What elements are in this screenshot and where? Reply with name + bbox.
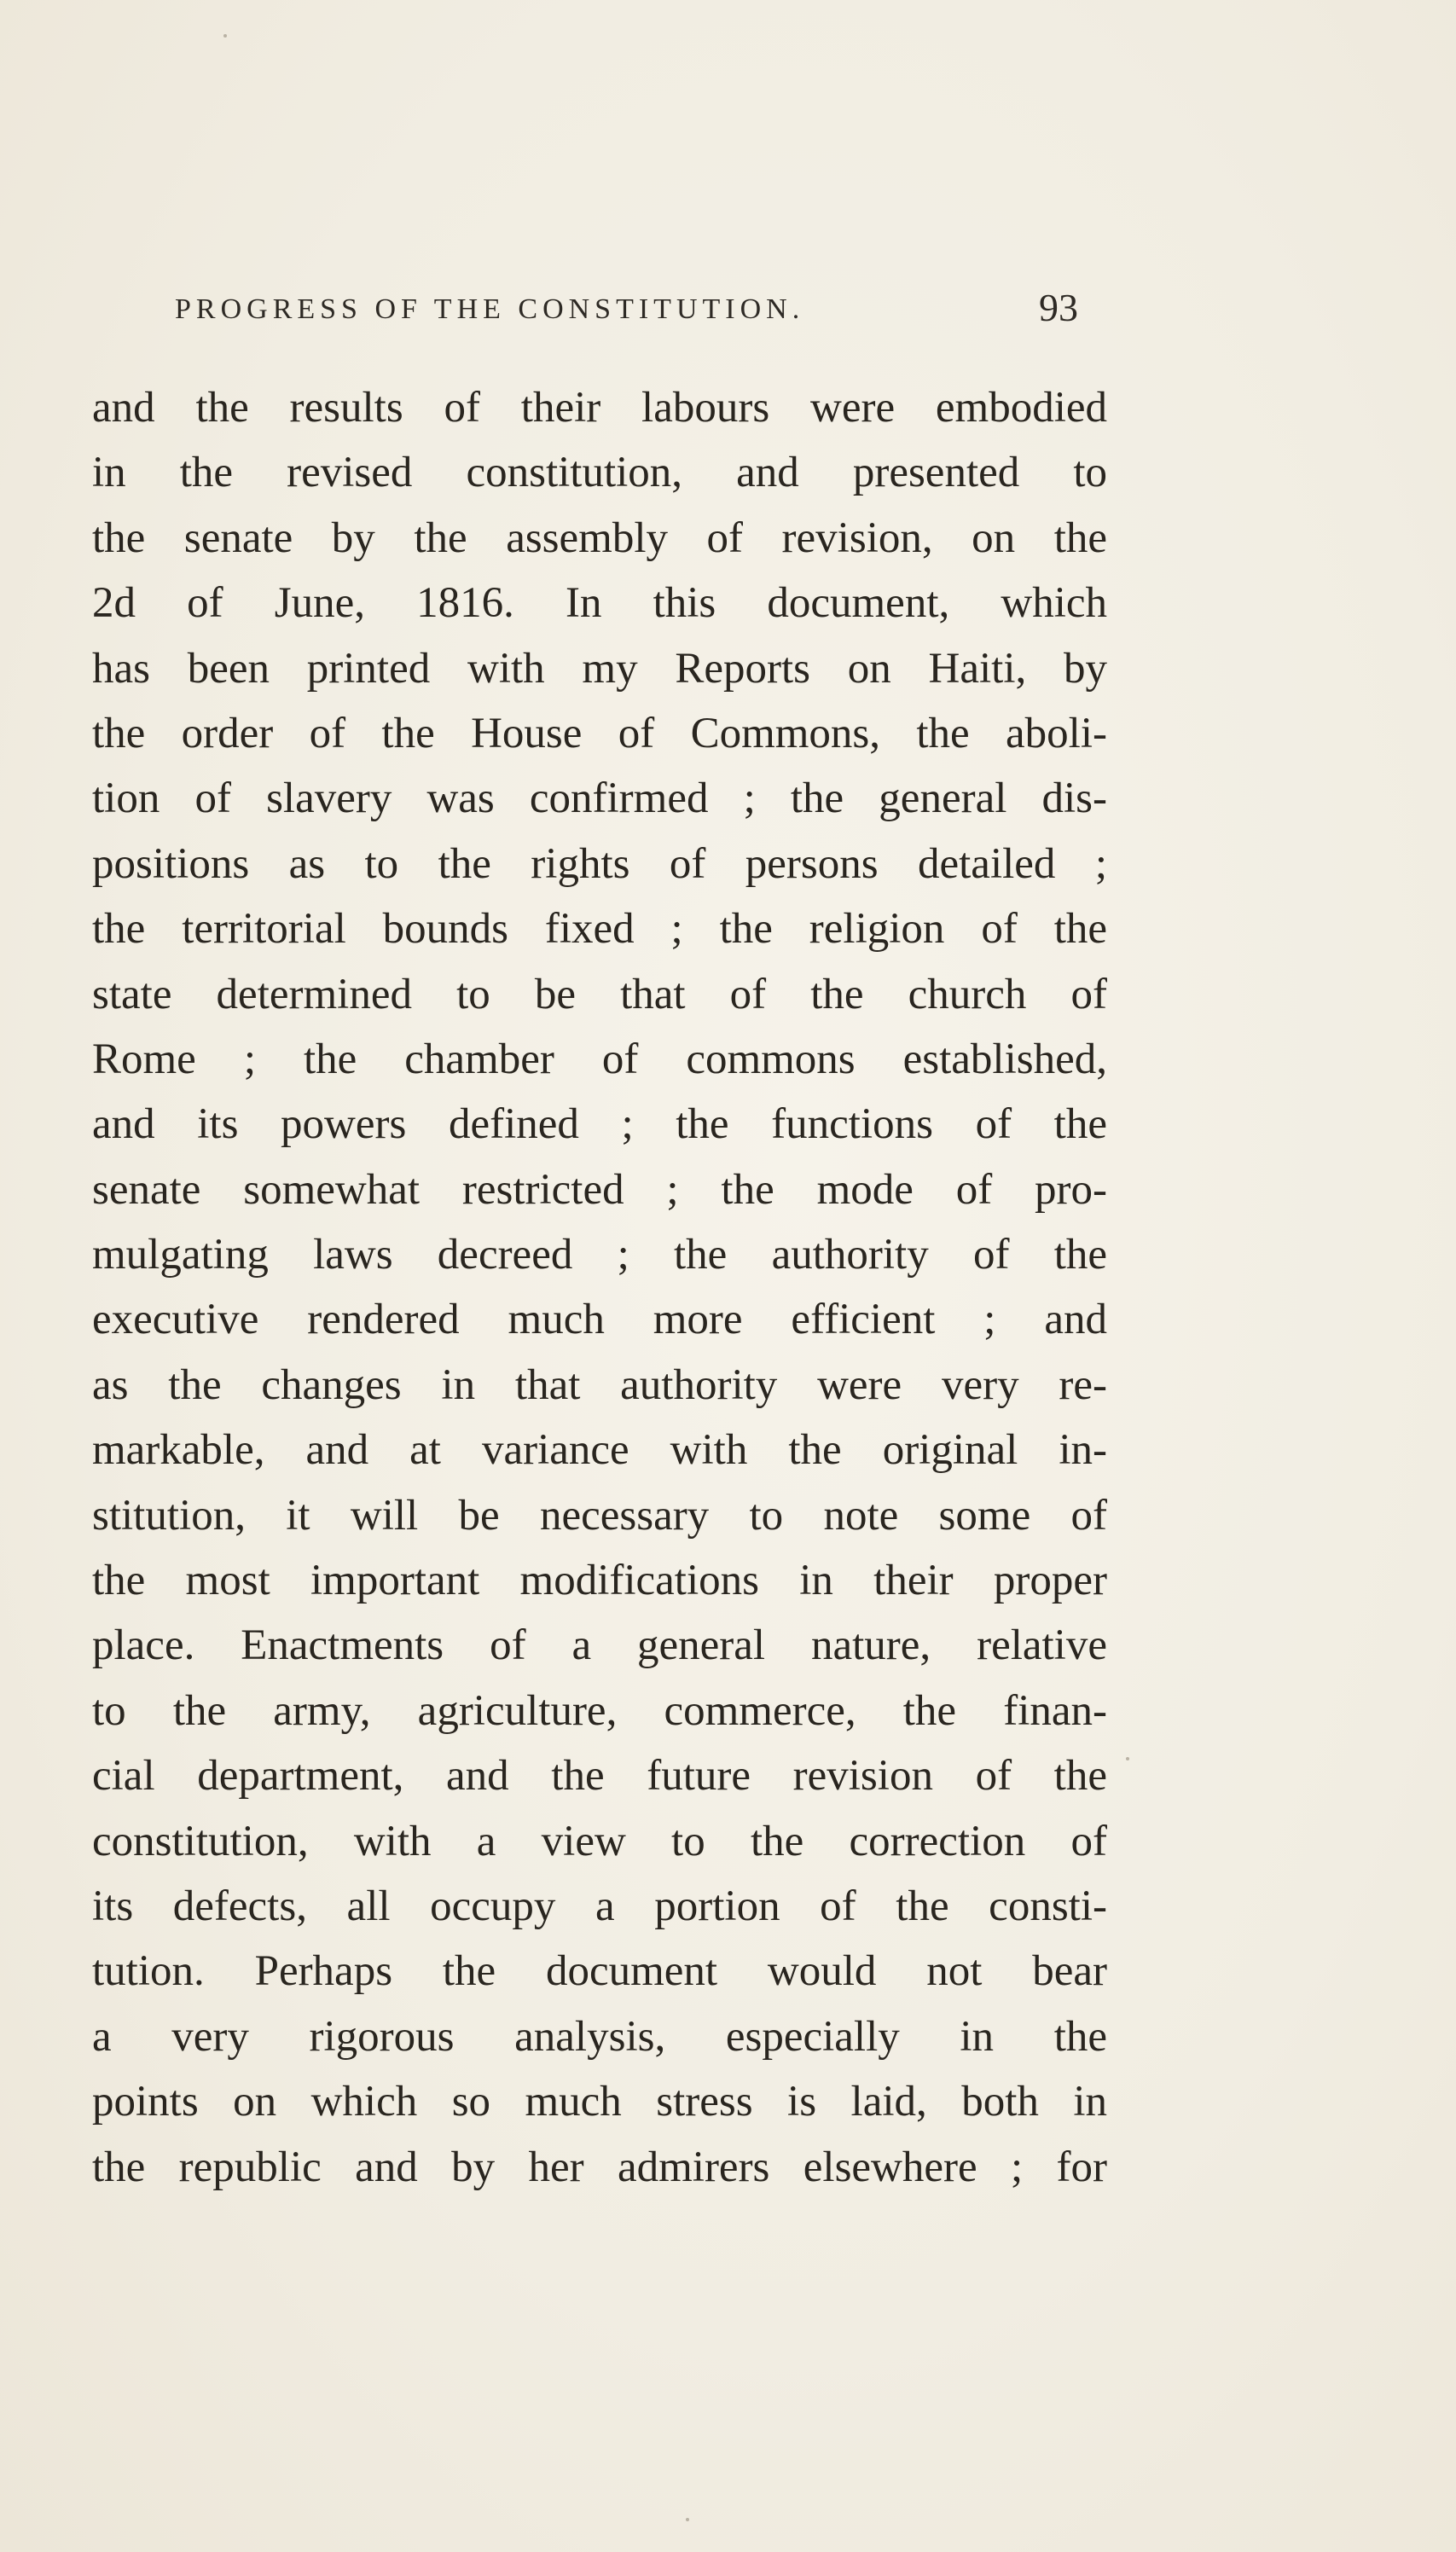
text-line: its defects, all occupy a portion of the consti- [92, 1882, 1107, 1930]
text-line: executive rendered much more efficient ; and [92, 1296, 1107, 1344]
text-line: the territorial bounds fixed ; the religion of the [92, 905, 1107, 954]
text-line: points on which so much stress is laid, both in [92, 2078, 1107, 2126]
text-line: a very rigorous analysis, especially in the [92, 2012, 1107, 2061]
text-line: the most important modifications in their proper [92, 1557, 1107, 1605]
text-line: tution. Perhaps the document would not bear [92, 1947, 1107, 1996]
text-line: 2d of June, 1816. In this document, which [92, 579, 1107, 628]
page-header [0, 285, 1456, 345]
text-line: tion of slavery was confirmed ; the general dis- [92, 774, 1107, 823]
text-line: stitution, it will be necessary to note some of [92, 1491, 1107, 1540]
text-line: and its powers defined ; the functions of the [92, 1100, 1107, 1149]
text-line: in the revised constitution, and presented to [92, 449, 1107, 497]
text-line: state determined to be that of the church of [92, 970, 1107, 1018]
body-text [92, 375, 1107, 2200]
text-line: to the army, agriculture, commerce, the finan- [92, 1686, 1107, 1735]
text-line: place. Enactments of a general nature, relative [92, 1621, 1107, 1670]
text-line: has been printed with my Reports on Haiti, by [92, 644, 1107, 693]
text-line: mulgating laws decreed ; the authority of the [92, 1231, 1107, 1279]
paper-speck [686, 2518, 689, 2521]
running-head-title: PROGRESS OF THE CONSTITUTION. [175, 293, 805, 325]
text-line: the senate by the assembly of revision, on the [92, 513, 1107, 562]
page-number: 93 [1039, 286, 1078, 329]
paper-speck [1126, 1757, 1129, 1760]
paper-speck [223, 34, 227, 38]
text-line: as the changes in that authority were very re- [92, 1360, 1107, 1409]
text-line: and the results of their labours were embodied [92, 384, 1107, 432]
text-line: markable, and at variance with the original in- [92, 1426, 1107, 1475]
text-line: cial department, and the future revision of the [92, 1752, 1107, 1801]
text-line: positions as to the rights of persons detailed ; [92, 839, 1107, 888]
text-line: senate somewhat restricted ; the mode of pro- [92, 1165, 1107, 1214]
text-line: the order of the House of Commons, the aboli- [92, 709, 1107, 757]
text-line: constitution, with a view to the correction of [92, 1817, 1107, 1865]
text-line: the republic and by her admirers elsewhere ; for [92, 2143, 1107, 2191]
text-line: Rome ; the chamber of commons established, [92, 1035, 1107, 1083]
